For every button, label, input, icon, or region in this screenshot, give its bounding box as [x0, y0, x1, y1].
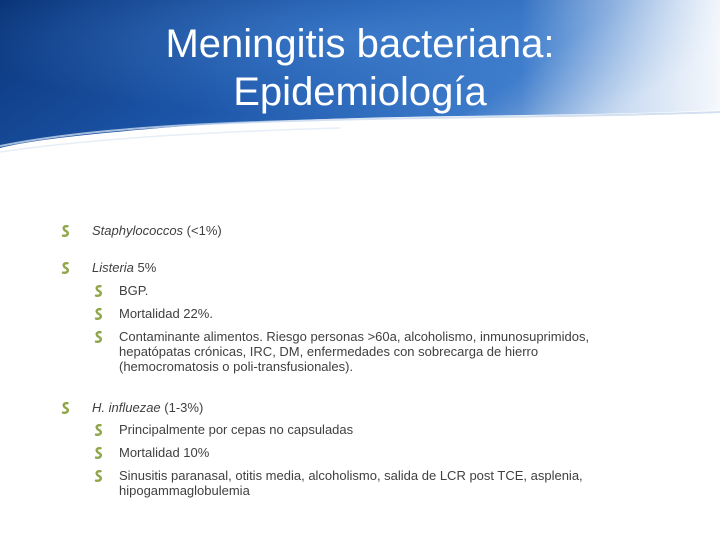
percentage: (<1%) [183, 223, 222, 238]
leaf-s-icon [94, 447, 104, 459]
leaf-s-icon [94, 470, 104, 482]
list-item-listeria [92, 260, 156, 275]
leaf-s-icon [61, 402, 71, 414]
organism-name: Staphylococcos [92, 223, 184, 238]
list-item-h-influezae [92, 400, 203, 415]
organism-name: H. influezae [92, 400, 161, 415]
sub-item-contaminante [119, 329, 589, 374]
sub-item-cepas: Principalmente por cepas no capsuladas [119, 422, 354, 437]
list-item-staphylococcos [92, 223, 222, 238]
sub-item-contaminante-line-3: (hemocromatosis o poli-transfusionales). [119, 359, 354, 374]
leaf-s-icon [61, 225, 71, 237]
sub-item-sinusitis-line-1: Sinusitis paranasal, otitis media, alcoholismo, salida de LCR post TCE, asplenia, [119, 468, 583, 483]
organism-name: Listeria [92, 260, 134, 275]
leaf-s-icon [94, 285, 104, 297]
leaf-s-icon [94, 424, 104, 436]
sub-item-sinusitis [119, 468, 583, 498]
leaf-s-icon [94, 331, 104, 343]
sub-item-bgp: BGP. [119, 283, 149, 298]
percentage: (1-3%) [160, 400, 204, 415]
slide-title-line-1: Meningitis bacteriana: [165, 22, 555, 66]
leaf-s-icon [94, 308, 104, 320]
sub-item-sinusitis-line-2: hipogammaglobulemia [119, 483, 250, 498]
leaf-s-icon [61, 262, 71, 274]
sub-item-contaminante-line-1: Contaminante alimentos. Riesgo personas >60a, alcoholismo, inmunosuprimidos, [119, 329, 590, 344]
sub-item-contaminante-line-2: hepatópatas crónicas, IRC, DM, enfermedades con sobrecarga de hierro [119, 344, 539, 359]
sub-item-mortalidad-listeria: Mortalidad 22%. [119, 306, 213, 321]
sub-item-mortalidad-h-influezae: Mortalidad 10% [119, 445, 210, 460]
slide-title-line-2: Epidemiología [233, 70, 487, 114]
percentage: 5% [133, 260, 157, 275]
